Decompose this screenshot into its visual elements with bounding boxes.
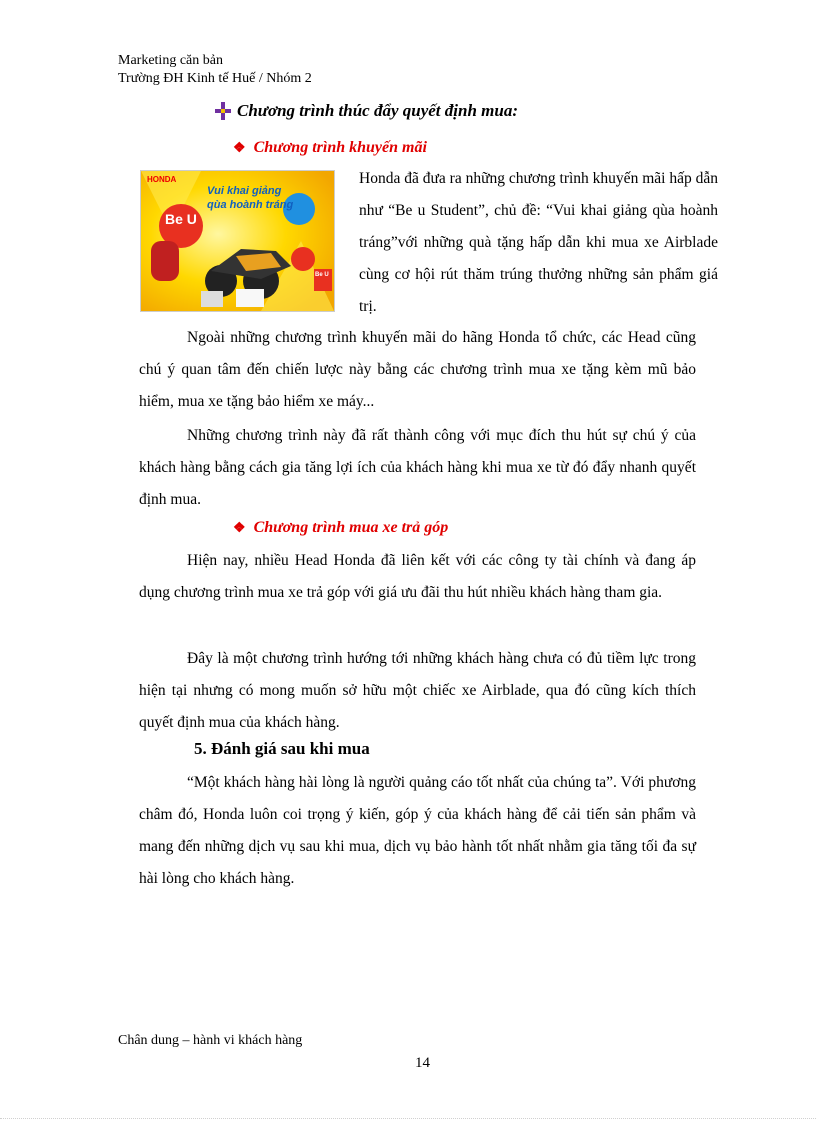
subsection-installment [233,519,448,537]
paragraph-promo: Honda đã đưa ra những chương trình khuyến mãi hấp dẫn như “Be u Student”, chủ đề: “Vui khai giảng qùa hoành tráng”với những quà tặng hấp dẫn khi mua xe Airblade cùng cơ hội rút thăm trúng thưởng những sản phẩm giá trị. [359,170,718,315]
paragraph-head-promo: Ngoài những chương trình khuyến mãi do hãng Honda tổ chức, các Head cũng chú ý quan tâm đến chiến lược này bằng các chương trình mua xe tặng kèm mũ bảo hiểm, mua xe tặng bảo hiểm xe máy... [139,329,696,410]
paragraph-post-purchase: “Một khách hàng hài lòng là người quảng cáo tốt nhất của chúng ta”. Với phương châm đó, Honda luôn coi trọng ý kiến, góp ý của khách hàng để cải tiến sản phẩm và mang đến những dịch vụ sau khi mua, dịch vụ bảo hành tốt nhất nhằm gia tăng tối đa sự hài lòng cho khách hàng. [139,774,696,887]
subsection-promo-title: Chương trình khuyến mãi [253,139,427,156]
section-heading [215,101,518,121]
diamond-bullet-icon: ❖ [233,140,246,156]
page-bottom-divider [0,1118,816,1119]
footer-text: Chân dung – hành vi khách hàng [118,1033,303,1048]
paragraph-installment-target: Đây là một chương trình hướng tới những khách hàng chưa có đủ tiềm lực trong hiện tại nhưng có mong muốn sở hữu một chiếc xe Airblade, qua đó cũng kích thích quyết định mua của khách hàng. [139,650,696,731]
bullet-plus-icon [215,102,231,120]
promo-brand: HONDA [147,175,177,184]
promo-image [140,170,335,312]
promo-side-badge: Be U [315,272,329,278]
promo-slogan-1: Vui khai giảng [207,185,282,197]
header-course: Marketing căn bản [118,53,223,68]
subsection-promo [233,139,427,157]
section-heading-text: Chương trình thúc đẩy quyết định mua: [237,101,518,120]
promo-badge: Be U [165,211,197,227]
paragraph-promo-success: Những chương trình này đã rất thành công với mục đích thu hút sự chú ý của khách hàng bằng cách gia tăng lợi ích của khách hàng khi mua xe từ đó đẩy nhanh quyết định mua. [139,427,696,508]
subsection-installment-title: Chương trình mua xe trả góp [253,519,449,536]
promo-slogan-2: qùa hoành tráng [207,199,294,211]
header-school: Trường ĐH Kinh tế Huế / Nhóm 2 [118,71,312,86]
section-5-title: 5. Đánh giá sau khi mua [194,739,370,758]
diamond-bullet-icon: ❖ [233,520,246,536]
paragraph-installment: Hiện nay, nhiều Head Honda đã liên kết với các công ty tài chính và đang áp dụng chương trình mua xe trả góp với giá ưu đãi thu hút nhiều khách hàng tham gia. [139,552,696,601]
page-number: 14 [415,1055,430,1071]
